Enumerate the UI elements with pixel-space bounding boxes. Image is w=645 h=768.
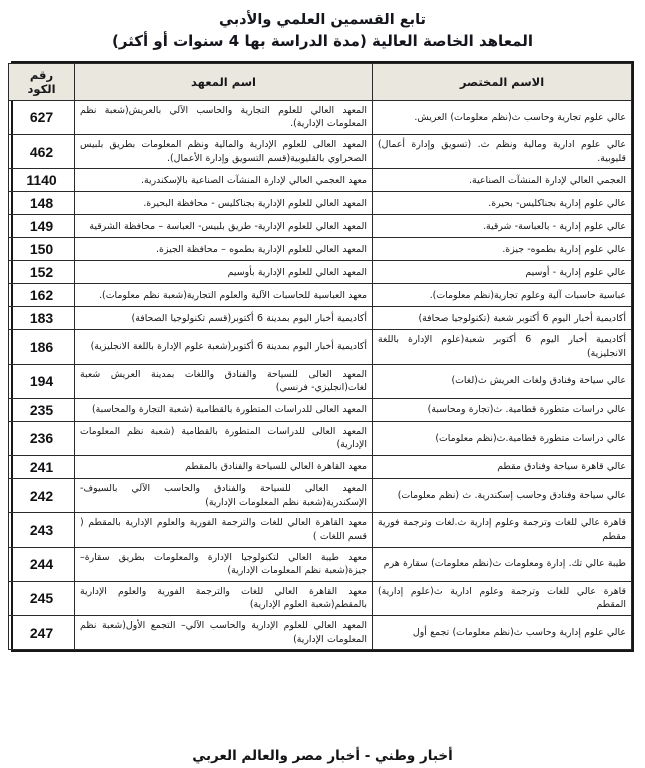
cell-code: 194: [9, 364, 75, 398]
table-row: [9, 398, 632, 421]
cell-code: 148: [9, 192, 75, 215]
cell-abbreviated-name: عالي دراسات متطورة قطامية.ث(نظم معلومات): [373, 421, 632, 455]
cell-institute-name: أكاديمية أخبار اليوم بمدينة 6 أكتوبر(شعبة علوم الإدارة باللغة الانجليزية): [75, 330, 373, 364]
cell-abbreviated-name: عالي قاهرة سياحة وفنادق مقطم: [373, 456, 632, 479]
cell-abbreviated-name: عالي علوم إدارية بجناكليس- بحيرة.: [373, 192, 632, 215]
cell-code: 244: [9, 547, 75, 581]
table-row: [9, 238, 632, 261]
title-line-secondary: المعاهد الخاصة العالية (مدة الدراسة بها 4 سنوات أو أكثر): [111, 31, 533, 50]
cell-code: 241: [9, 456, 75, 479]
cell-code: 236: [9, 421, 75, 455]
cell-code: 245: [9, 581, 75, 615]
table-row: [9, 364, 632, 398]
cell-institute-name: معهد العجمي العالي لإدارة المنشآت الصناعية بالإسكندرية.: [75, 169, 373, 192]
cell-institute-name: معهد القاهرة العالي للغات والترجمة الفورية والعلوم الإدارية بالمقطم ( قسم اللغات ): [75, 513, 373, 547]
column-header-abbreviated-name: الاسم المختصر: [373, 63, 632, 100]
cell-institute-name: معهد العباسية للحاسبات الآلية والعلوم التجارية(شعبة نظم معلومات).: [75, 284, 373, 307]
cell-institute-name: المعهد العالي للعلوم الإدارية بجناكليس - محافظة البحيرة.: [75, 192, 373, 215]
table-row: [9, 456, 632, 479]
title-line-primary: تابع القسمين العلمي والأدبي: [219, 12, 426, 28]
cell-code: 149: [9, 215, 75, 238]
cell-code: 152: [9, 261, 75, 284]
cell-code: 183: [9, 307, 75, 330]
cell-abbreviated-name: طيبة عالي تك. إدارة ومعلومات ث(نظم معلومات) سقارة هرم: [373, 547, 632, 581]
cell-abbreviated-name: عالي علوم إدارية - بالعباسة- شرقية.: [373, 215, 632, 238]
cell-code: 162: [9, 284, 75, 307]
cell-abbreviated-name: عالي علوم تجارية وحاسب ث(نظم معلومات) العريش.: [373, 100, 632, 134]
cell-abbreviated-name: عالي علوم إدارية وحاسب ث(نظم معلومات) تجمع أول: [373, 616, 632, 650]
cell-abbreviated-name: عالي علوم ادارية ومالية ونظم ث. (تسويق وإدارة أعمال) قليوبية.: [373, 135, 632, 169]
table-row: [9, 330, 632, 364]
cell-abbreviated-name: عالي علوم إدارية - أوسيم: [373, 261, 632, 284]
cell-institute-name: المعهد العالي للعلوم الإدارية بطموه – محافظة الجيزة.: [75, 238, 373, 261]
watermark-overlay: [0, 745, 645, 764]
institutes-table-container: [11, 61, 634, 653]
cell-institute-name: معهد القاهرة العالي للسياحة والفنادق بالمقطم: [75, 456, 373, 479]
cell-code: 235: [9, 398, 75, 421]
cell-institute-name: المعهد العالى للسياحة والفنادق والحاسب الآلي بالسيوف- الإسكندرية(شعبة نظم المعلومات الإدارية): [75, 479, 373, 513]
cell-institute-name: المعهد العالى للسياحة والفنادق واللغات بمدينة العريش شعبة لغات(انجليزي- فرنسي): [75, 364, 373, 398]
cell-code: 1140: [9, 169, 75, 192]
cell-institute-name: معهد القاهرة العالي للغات والترجمة الفورية والعلوم الإدارية بالمقطم(شعبة العلوم الإدارية): [75, 581, 373, 615]
table-row: [9, 421, 632, 455]
cell-institute-name: المعهد العالي للعلوم الإدارية- طريق بلبيس- العباسة – محافظة الشرقية: [75, 215, 373, 238]
table-row: [9, 215, 632, 238]
cell-institute-name: أكاديمية أخبار اليوم بمدينة 6 أكتوبر(قسم تكنولوجيا الصحافة): [75, 307, 373, 330]
table-header: [9, 63, 632, 100]
cell-abbreviated-name: قاهرة عالي للغات وترجمة وعلوم ادارية ث(علوم إدارية) المقطم: [373, 581, 632, 615]
table-row: [9, 284, 632, 307]
table-row: [9, 513, 632, 547]
cell-institute-name: معهد طيبة العالي لتكنولوجيا الإدارة والمعلومات بطريق سقارة–جيزة(شعبة نظم المعلومات الإدارية): [75, 547, 373, 581]
cell-code: 186: [9, 330, 75, 364]
cell-institute-name: المعهد العالي للعلوم الإدارية والحاسب الآلي– التجمع الأول(شعبة نظم المعلومات الإدارية): [75, 616, 373, 650]
cell-abbreviated-name: عالي علوم إدارية بطموه- جيزة.: [373, 238, 632, 261]
page-title: [0, 0, 645, 55]
watermark-text: أخبار وطني - أخبار مصر والعالم العربي: [192, 748, 453, 764]
institutes-table: [8, 63, 632, 651]
column-header-code: رقم الكود: [9, 63, 75, 100]
cell-abbreviated-name: أكاديمية أخبار اليوم 6 أكتوبر شعبة(علوم الإدارة باللغة الانجليزية): [373, 330, 632, 364]
table-row: [9, 100, 632, 134]
table-header-row: [9, 63, 632, 100]
cell-abbreviated-name: أكاديمية أخبار اليوم 6 أكتوبر شعبة (تكنولوجيا صحافة): [373, 307, 632, 330]
table-row: [9, 135, 632, 169]
cell-institute-name: المعهد العالي للعلوم التجارية والحاسب الآلي بالعريش(شعبة نظم المعلومات الإدارية).: [75, 100, 373, 134]
cell-code: 150: [9, 238, 75, 261]
table-row: [9, 616, 632, 650]
cell-institute-name: المعهد العالى للدراسات المتطورة بالقطامية (شعبة نظم المعلومات الإدارية): [75, 421, 373, 455]
table-row: [9, 547, 632, 581]
cell-abbreviated-name: عالي سياحة وفنادق ولغات العريش ث(لغات): [373, 364, 632, 398]
cell-institute-name: المعهد العالى للعلوم الإدارية والمالية ونظم المعلومات بطريق بلبيس الصحراوي بالقليوبية(قسم التسويق وإدارة الأعمال).: [75, 135, 373, 169]
table-row: [9, 307, 632, 330]
table-row: [9, 192, 632, 215]
table-body: [9, 100, 632, 650]
cell-code: 242: [9, 479, 75, 513]
cell-abbreviated-name: قاهرة عالي للغات وترجمة وعلوم إدارية ث.لغات وترجمة فورية مقطم: [373, 513, 632, 547]
cell-abbreviated-name: عباسية حاسبات آلية وعلوم تجارية(نظم معلومات).: [373, 284, 632, 307]
cell-abbreviated-name: العجمي العالي لإدارة المنشآت الصناعية.: [373, 169, 632, 192]
cell-institute-name: المعهد العالى للدراسات المتطورة بالقطامية (شعبة التجارة والمحاسبة): [75, 398, 373, 421]
table-row: [9, 479, 632, 513]
cell-code: 243: [9, 513, 75, 547]
cell-code: 627: [9, 100, 75, 134]
cell-code: 462: [9, 135, 75, 169]
cell-abbreviated-name: عالي دراسات متطورة قطامية. ث(تجارة ومحاسبة): [373, 398, 632, 421]
table-row: [9, 261, 632, 284]
column-header-institute-name: اسم المعهد: [75, 63, 373, 100]
cell-code: 247: [9, 616, 75, 650]
cell-institute-name: المعهد العالي للعلوم الإدارية بأوسيم: [75, 261, 373, 284]
table-row: [9, 581, 632, 615]
table-row: [9, 169, 632, 192]
cell-abbreviated-name: عالي سياحة وفنادق وحاسب إسكندرية. ث (نظم معلومات): [373, 479, 632, 513]
